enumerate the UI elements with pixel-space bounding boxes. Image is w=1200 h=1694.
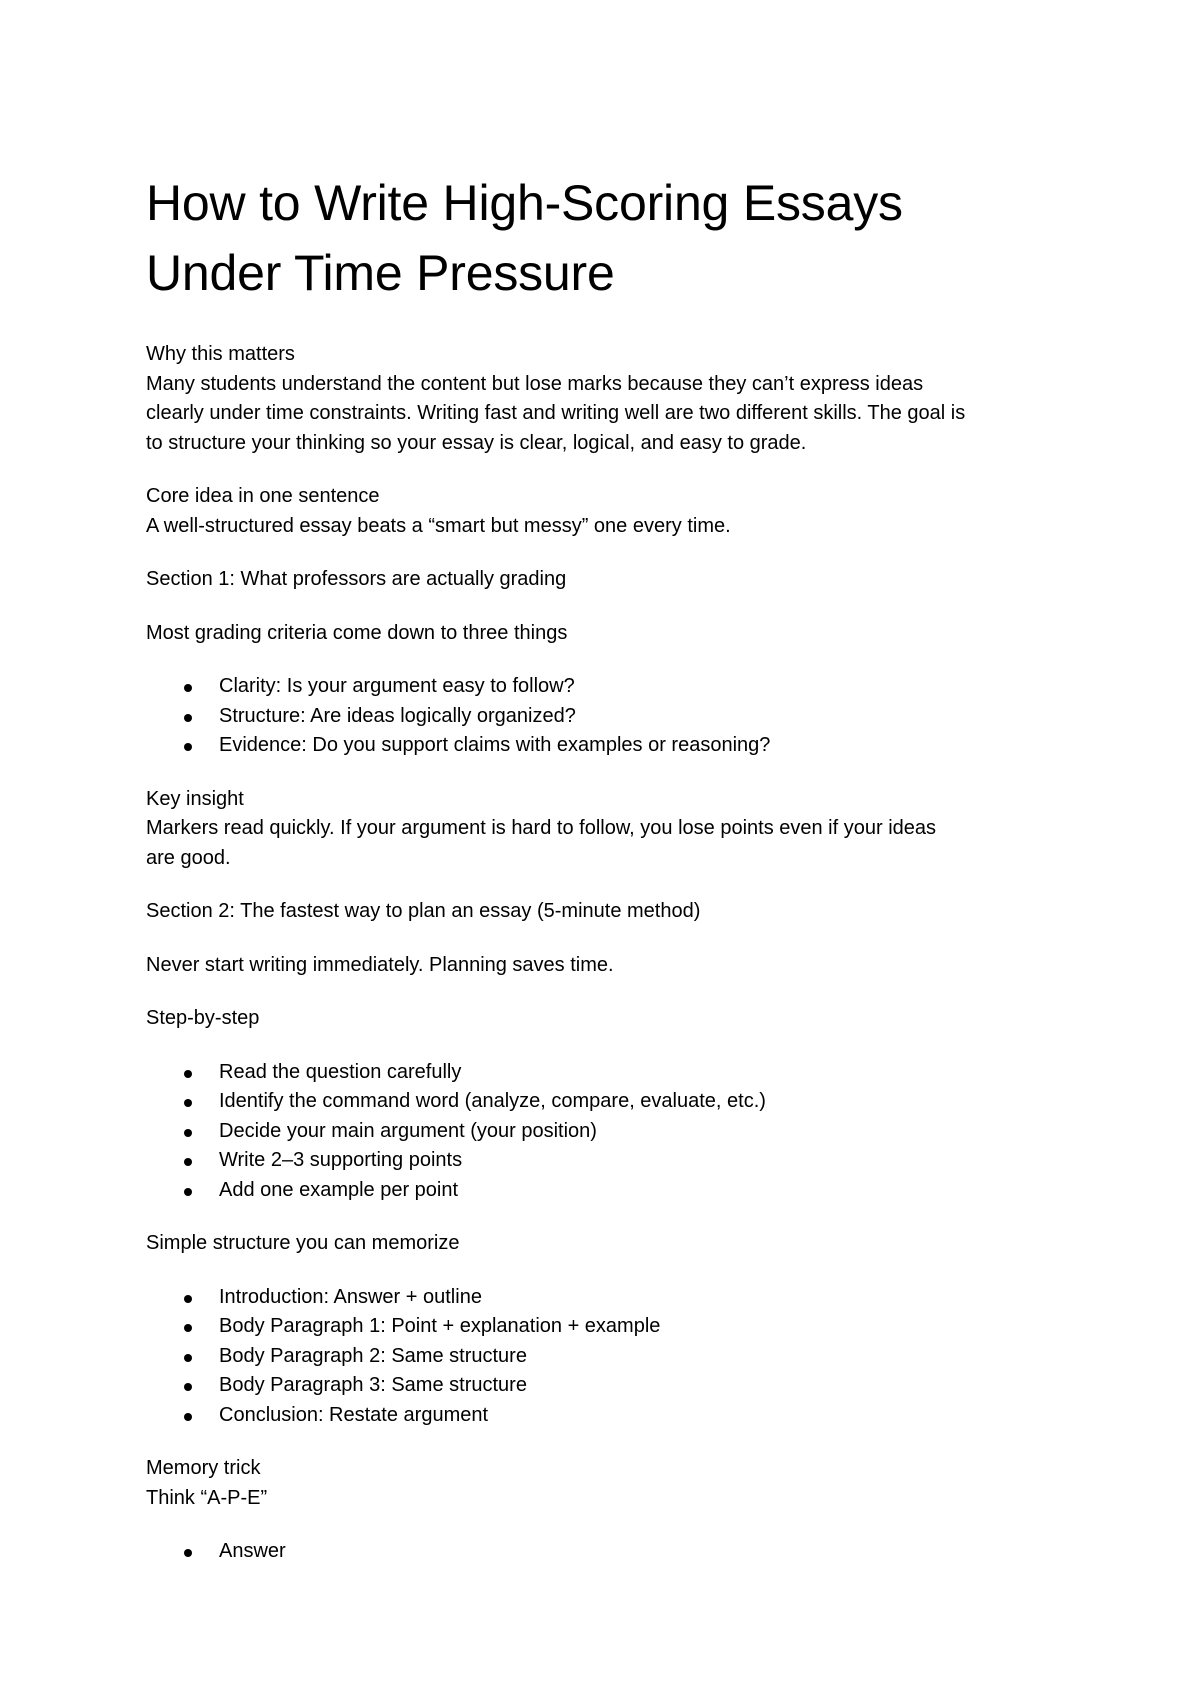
bullet-icon <box>184 1383 192 1391</box>
insight-line-2: are good. <box>146 846 231 869</box>
title-line-2: Under Time Pressure <box>146 245 615 301</box>
structure-heading-text: Simple structure you can memorize <box>146 1232 460 1254</box>
core-heading: Core idea in one sentence <box>146 485 380 507</box>
bullet-icon <box>184 1549 192 1557</box>
insight-paragraph <box>146 785 1066 874</box>
memory-list <box>146 1537 1066 1567</box>
bullet-icon <box>184 1295 192 1303</box>
section1-intro <box>146 619 1066 649</box>
list-item-text: Read the question carefully <box>219 1060 462 1083</box>
bullet-icon <box>184 1324 192 1332</box>
bullet-icon <box>184 1099 192 1107</box>
list-item-text: Introduction: Answer + outline <box>219 1285 482 1308</box>
bullet-icon <box>184 743 192 751</box>
list-item <box>146 1371 1066 1401</box>
bullet-icon <box>184 1129 192 1137</box>
section1-intro-text: Most grading criteria come down to three things <box>146 621 568 644</box>
memory-text: Think “A-P-E” <box>146 1486 268 1509</box>
memory-heading: Memory trick <box>146 1457 261 1479</box>
why-heading: Why this matters <box>146 343 295 365</box>
why-paragraph <box>146 340 1066 458</box>
list-item <box>146 1087 1066 1117</box>
steps-list <box>146 1058 1066 1206</box>
section1-heading-text: Section 1: What professors are actually grading <box>146 568 567 590</box>
core-paragraph <box>146 482 1066 541</box>
list-item-text: Answer <box>219 1540 286 1562</box>
section2-intro <box>146 951 1066 981</box>
bullet-icon <box>184 714 192 722</box>
structure-heading <box>146 1229 1066 1259</box>
list-item <box>146 1342 1066 1372</box>
why-line-1: Many students understand the content but lose marks because they can’t express ideas <box>146 372 924 395</box>
list-item <box>146 1283 1066 1313</box>
memory-paragraph <box>146 1454 1066 1513</box>
section2-heading <box>146 897 1066 927</box>
list-item-text: Add one example per point <box>219 1178 459 1201</box>
list-item <box>146 1146 1066 1176</box>
bullet-icon <box>184 1188 192 1196</box>
list-item-text: Body Paragraph 2: Same structure <box>219 1344 527 1367</box>
section1-heading <box>146 565 1066 595</box>
list-item <box>146 672 1066 702</box>
section2-intro-text: Never start writing immediately. Planning saves time. <box>146 953 614 976</box>
bullet-icon <box>184 1413 192 1421</box>
list-item <box>146 1537 1066 1567</box>
list-item-text: Evidence: Do you support claims with examples or reasoning? <box>219 734 771 756</box>
insight-line-1: Markers read quickly. If your argument is hard to follow, you lose points even if your ideas <box>146 817 937 839</box>
why-line-2: clearly under time constraints. Writing fast and writing well are two different skills. The goal is <box>146 402 966 424</box>
list-item <box>146 702 1066 732</box>
steps-heading-text: Step-by-step <box>146 1007 260 1029</box>
list-item <box>146 731 1066 761</box>
insight-heading: Key insight <box>146 787 244 810</box>
document-title <box>146 168 1066 308</box>
list-item-text: Body Paragraph 3: Same structure <box>219 1374 527 1396</box>
title-line-1: How to Write High-Scoring Essays <box>146 175 903 231</box>
core-text: A well-structured essay beats a “smart but messy” one every time. <box>146 514 731 537</box>
bullet-icon <box>184 1158 192 1166</box>
grading-criteria-list <box>146 672 1066 761</box>
list-item-text: Clarity: Is your argument easy to follow? <box>219 675 575 697</box>
section2-heading-text: Section 2: The fastest way to plan an essay (5-minute method) <box>146 900 701 922</box>
bullet-icon <box>184 684 192 692</box>
list-item-text: Identify the command word (analyze, compare, evaluate, etc.) <box>219 1090 766 1112</box>
list-item <box>146 1401 1066 1431</box>
document-page <box>146 168 1066 1591</box>
list-item-text: Body Paragraph 1: Point + explanation + example <box>219 1315 661 1337</box>
bullet-icon <box>184 1070 192 1078</box>
list-item-text: Decide your main argument (your position) <box>219 1119 597 1142</box>
list-item-text: Conclusion: Restate argument <box>219 1403 489 1426</box>
structure-list <box>146 1283 1066 1431</box>
list-item <box>146 1312 1066 1342</box>
list-item <box>146 1176 1066 1206</box>
list-item <box>146 1117 1066 1147</box>
list-item <box>146 1058 1066 1088</box>
steps-heading <box>146 1004 1066 1034</box>
why-line-3: to structure your thinking so your essay is clear, logical, and easy to grade. <box>146 431 807 454</box>
list-item-text: Write 2–3 supporting points <box>219 1149 463 1171</box>
list-item-text: Structure: Are ideas logically organized? <box>219 704 576 727</box>
bullet-icon <box>184 1354 192 1362</box>
